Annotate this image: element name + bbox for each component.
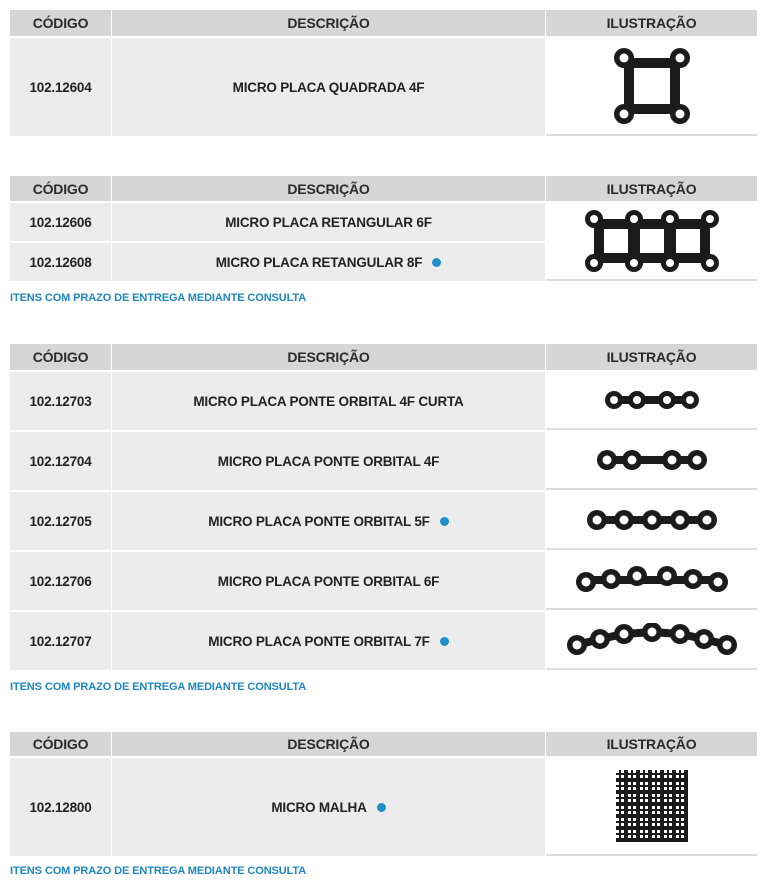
product-description: MICRO PLACA RETANGULAR 8F (112, 243, 545, 281)
table-header (10, 10, 757, 36)
table-row (10, 552, 757, 610)
product-illustration (546, 432, 757, 490)
on-request-dot (440, 637, 449, 646)
on-request-dot (440, 517, 449, 526)
delivery-note: ITENS COM PRAZO DE ENTREGA MEDIANTE CONSULTA (10, 681, 307, 693)
header-description: DESCRIÇÃO (112, 344, 545, 370)
product-illustration (546, 203, 757, 281)
delivery-note: ITENS COM PRAZO DE ENTREGA MEDIANTE CONSULTA (10, 865, 307, 877)
product-code: 102.12606 (10, 203, 111, 241)
product-description: MICRO MALHA (112, 758, 545, 856)
table-square-plate (10, 10, 757, 137)
table-row (10, 758, 757, 856)
table-row (10, 372, 757, 430)
bridge-plate-4-icon (596, 447, 708, 473)
product-illustration (546, 492, 757, 550)
bridge-plate-6-icon (575, 565, 729, 595)
header-description: DESCRIÇÃO (112, 10, 545, 36)
product-illustration (546, 758, 757, 856)
table-row (10, 432, 757, 490)
header-illustration: ILUSTRAÇÃO (546, 732, 757, 756)
header-description: DESCRIÇÃO (112, 732, 545, 756)
table-row (10, 38, 757, 136)
table-header (10, 176, 757, 201)
bridge-plate-7-icon (566, 623, 738, 657)
table-header (10, 732, 757, 756)
header-code: CÓDIGO (10, 10, 111, 36)
product-illustration (546, 612, 757, 670)
delivery-note: ITENS COM PRAZO DE ENTREGA MEDIANTE CONSULTA (10, 292, 307, 304)
product-illustration (546, 552, 757, 610)
product-description: MICRO PLACA QUADRADA 4F (112, 38, 545, 136)
product-description: MICRO PLACA PONTE ORBITAL 7F (112, 612, 545, 670)
header-code: CÓDIGO (10, 344, 111, 370)
product-code: 102.12800 (10, 758, 111, 856)
product-code: 102.12704 (10, 432, 111, 490)
product-code: 102.12703 (10, 372, 111, 430)
on-request-dot (377, 803, 386, 812)
bridge-plate-4-short-icon (604, 388, 700, 412)
product-code: 102.12707 (10, 612, 111, 670)
table-row (10, 612, 757, 670)
bridge-plate-5-icon (586, 507, 718, 533)
product-description: MICRO PLACA PONTE ORBITAL 6F (112, 552, 545, 610)
product-code: 102.12706 (10, 552, 111, 610)
header-code: CÓDIGO (10, 176, 111, 201)
table-micro-mesh (10, 732, 757, 857)
rectangular-plate-icon (584, 209, 720, 273)
product-description: MICRO PLACA PONTE ORBITAL 4F (112, 432, 545, 490)
micro-mesh-icon (614, 768, 690, 844)
product-description: MICRO PLACA PONTE ORBITAL 4F CURTA (112, 372, 545, 430)
on-request-dot (432, 258, 441, 267)
product-code: 102.12604 (10, 38, 111, 136)
header-illustration: ILUSTRAÇÃO (546, 10, 757, 36)
header-description: DESCRIÇÃO (112, 176, 545, 201)
header-code: CÓDIGO (10, 732, 111, 756)
header-illustration: ILUSTRAÇÃO (546, 176, 757, 201)
product-illustration (546, 38, 757, 136)
table-row (10, 492, 757, 550)
header-illustration: ILUSTRAÇÃO (546, 344, 757, 370)
product-code: 102.12608 (10, 243, 111, 281)
product-description: MICRO PLACA PONTE ORBITAL 5F (112, 492, 545, 550)
product-illustration (546, 372, 757, 430)
square-4-hole-plate-icon (612, 46, 692, 126)
product-description: MICRO PLACA RETANGULAR 6F (112, 203, 545, 241)
product-code: 102.12705 (10, 492, 111, 550)
table-header (10, 344, 757, 370)
table-orbital-bridge-plates (10, 344, 757, 671)
table-rectangular-plates (10, 176, 757, 282)
